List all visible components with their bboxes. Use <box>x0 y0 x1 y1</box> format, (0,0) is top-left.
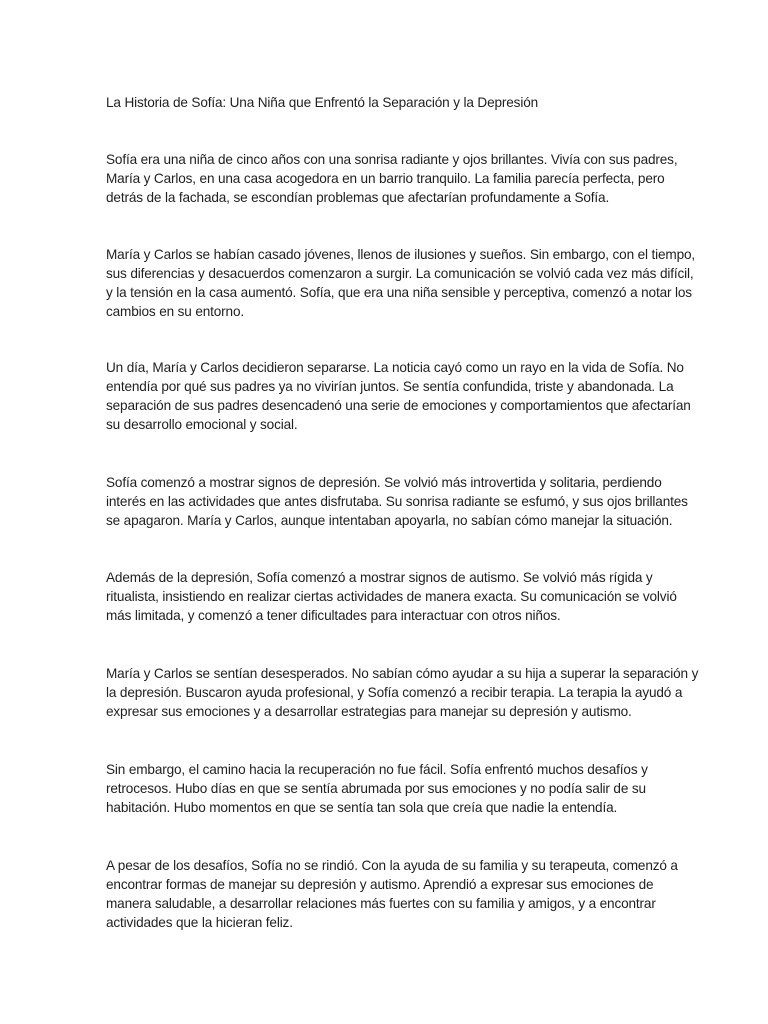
paragraph-line: Sofía comenzó a mostrar signos de depresión. Se volvió más introvertida y solitaria, perdiendo <box>106 475 662 490</box>
paragraph-line: sus diferencias y desacuerdos comenzaron a surgir. La comunicación se volvió cada vez más difícil, <box>106 266 694 281</box>
paragraph-7 <box>106 760 666 817</box>
paragraph-line: expresar sus emociones y a desarrollar estrategias para manejar su depresión y autismo. <box>106 704 632 719</box>
paragraph-line: y la tensión en la casa aumentó. Sofía, que era una niña sensible y perceptiva, comenzó a notar los <box>106 285 692 300</box>
paragraph-3 <box>106 358 691 434</box>
paragraph-line: Sofía era una niña de cinco años con una sonrisa radiante y ojos brillantes. Vivía con sus padres, <box>106 152 678 167</box>
paragraph-5 <box>106 568 677 625</box>
paragraph-line: más limitada, y comenzó a tener dificultades para interactuar con otros niños. <box>106 608 561 623</box>
document-title: La Historia de Sofía: Una Niña que Enfrentó la Separación y la Depresión <box>106 95 539 110</box>
paragraph-6 <box>106 664 699 721</box>
paragraph-line: A pesar de los desafíos, Sofía no se rindió. Con la ayuda de su familia y su terapeuta, comenzó a <box>106 858 678 873</box>
paragraph-line: entendía por qué sus padres ya no vivirían juntos. Se sentía confundida, triste y abandonada. La <box>106 379 674 394</box>
paragraph-line: separación de sus padres desencadenó una serie de emociones y comportamientos que afectarían <box>106 398 691 413</box>
paragraph-line: ritualista, insistiendo en realizar ciertas actividades de manera exacta. Su comunicación se volvió <box>106 589 677 604</box>
paragraph-line: cambios en su entorno. <box>106 304 245 319</box>
paragraph-1 <box>106 150 678 207</box>
paragraph-line: Sin embargo, el camino hacia la recuperación no fue fácil. Sofía enfrentó muchos desafíos y <box>106 762 648 777</box>
paragraph-line: retrocesos. Hubo días en que se sentía abrumada por sus emociones y no podía salir de su <box>106 781 646 796</box>
paragraph-line: se apagaron. María y Carlos, aunque intentaban apoyarla, no sabían cómo manejar la situación. <box>106 513 673 528</box>
paragraph-line: Un día, María y Carlos decidieron separarse. La noticia cayó como un rayo en la vida de Sofía. No <box>106 360 684 375</box>
paragraph-line: actividades que la hicieran feliz. <box>106 915 293 930</box>
paragraph-line: María y Carlos se sentían desesperados. No sabían cómo ayudar a su hija a superar la separación y <box>106 666 699 681</box>
paragraph-line: habitación. Hubo momentos en que se sentía tan sola que creía que nadie la entendía. <box>106 800 618 815</box>
paragraph-line: María y Carlos se habían casado jóvenes, llenos de ilusiones y sueños. Sin embargo, con el tiempo, <box>106 247 696 262</box>
paragraph-line: Además de la depresión, Sofía comenzó a mostrar signos de autismo. Se volvió más rígida y <box>106 570 653 585</box>
paragraph-line: manera saludable, a desarrollar relaciones más fuertes con su familia y amigos, y a encontrar <box>106 896 656 911</box>
paragraph-line: la depresión. Buscaron ayuda profesional, y Sofía comenzó a recibir terapia. La terapia la ayudó a <box>106 685 683 700</box>
paragraph-8 <box>106 856 678 932</box>
paragraph-line: María y Carlos, en una casa acogedora en un barrio tranquilo. La familia parecía perfecta, pero <box>106 171 665 186</box>
paragraph-2 <box>106 245 696 321</box>
paragraph-line: interés en las actividades que antes disfrutaba. Su sonrisa radiante se esfumó, y sus ojos brillantes <box>106 494 688 509</box>
paragraph-line: detrás de la fachada, se escondían problemas que afectarían profundamente a Sofía. <box>106 190 610 205</box>
paragraph-line: encontrar formas de manejar su depresión y autismo. Aprendió a expresar sus emociones de <box>106 877 654 892</box>
paragraph-4 <box>106 473 688 530</box>
paragraph-line: su desarrollo emocional y social. <box>106 417 298 432</box>
